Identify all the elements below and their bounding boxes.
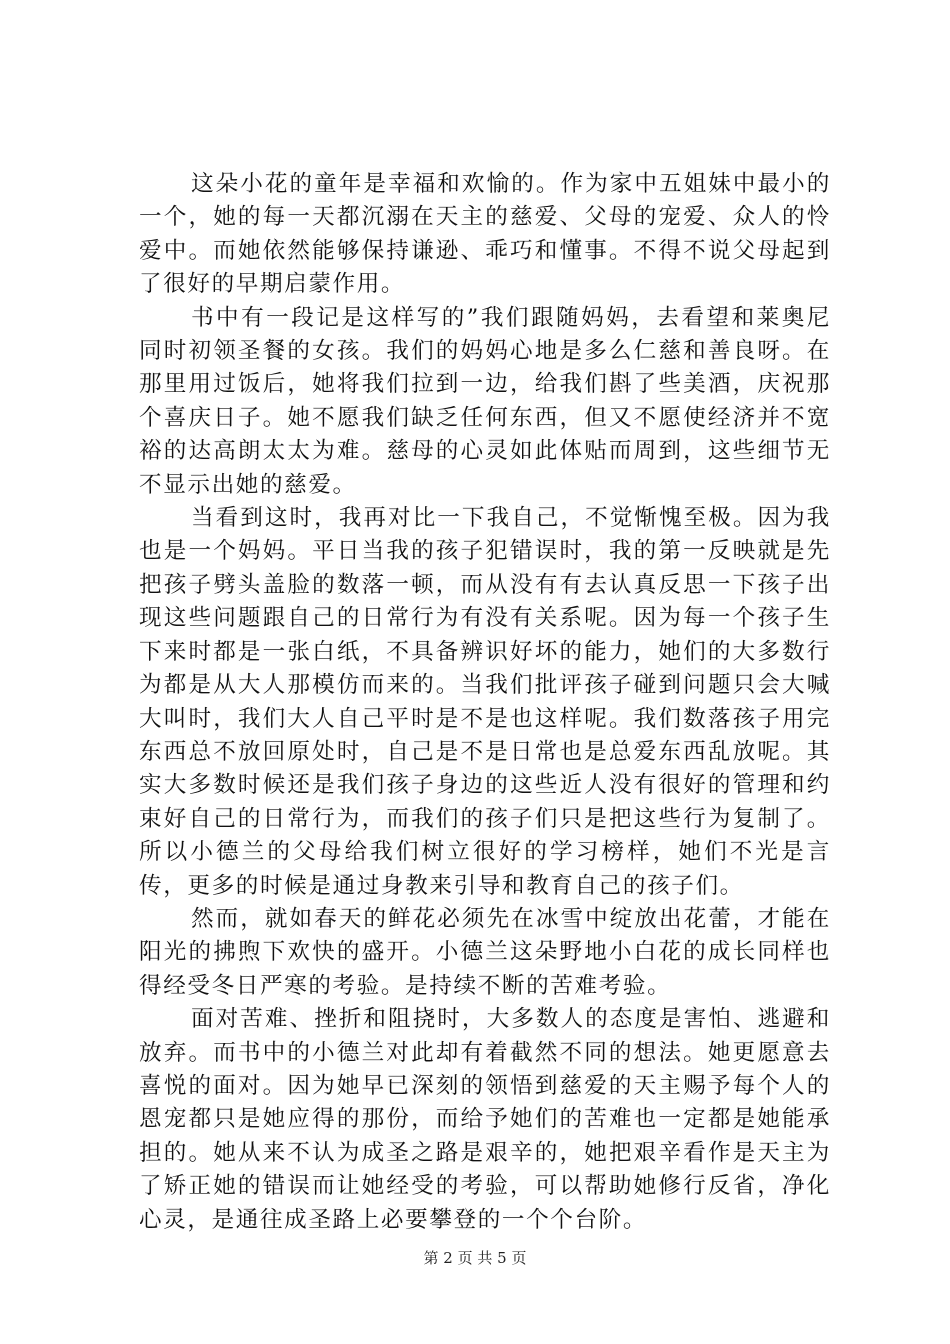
paragraph-4: 然而，就如春天的鲜花必须先在冰雪中绽放出花蕾，才能在阳光的拂煦下欢快的盛开。小德兰这朵野地小白花的成长同样也得经受冬日严寒的考验。是持续不断的苦难考验。 [139, 905, 831, 999]
document-body [139, 168, 831, 1237]
paragraph-2: 书中有一段记是这样写的”我们跟随妈妈，去看望和莱奥尼同时初领圣餐的女孩。我们的妈妈心地是多么仁慈和善良呀。在那里用过饭后，她将我们拉到一边，给我们斟了些美酒，庆祝那个喜庆日子。她不愿我们缺乏任何东西，但又不愿使经济并不宽裕的达高朗太太为难。慈母的心灵如此体贴而周到，这些细节无不显示出她的慈爱。 [139, 304, 831, 498]
paragraph-5: 面对苦难、挫折和阻挠时，大多数人的态度是害怕、逃避和放弃。而书中的小德兰对此却有着截然不同的想法。她更愿意去喜悦的面对。因为她早已深刻的领悟到慈爱的天主赐予每个人的恩宠都只是她应得的那份，而给予她们的苦难也一定都是她能承担的。她从来不认为成圣之路是艰辛的，她把艰辛看作是天主为了矫正她的错误而让她经受的考验，可以帮助她修行反省，净化心灵，是通往成圣路上必要攀登的一个个台阶。 [139, 1006, 831, 1233]
paragraph-3: 当看到这时，我再对比一下我自己，不觉惭愧至极。因为我也是一个妈妈。平日当我的孩子犯错误时，我的第一反映就是先把孩子劈头盖脸的数落一顿，而从没有有去认真反思一下孩子出现这些问题跟自己的日常行为有没有关系呢。因为每一个孩子生下来时都是一张白纸，不具备辨识好坏的能力，她们的大多数行为都是从大人那模仿而来的。当我们批评孩子碰到问题只会大喊大叫时，我们大人自己平时是不是也这样呢。我们数落孩子用完东西总不放回原处时，自己是不是日常也是总爱东西乱放呢。其实大多数时候还是我们孩子身边的这些近人没有很好的管理和约束好自己的日常行为，而我们的孩子们只是把这些行为复制了。所以小德兰的父母给我们树立很好的学习榜样，她们不光是言传，更多的时候是通过身教来引导和教育自己的孩子们。 [139, 505, 831, 899]
page-number-footer: 第 2 页 共 5 页 [423, 1249, 527, 1267]
paragraph-1: 这朵小花的童年是幸福和欢愉的。作为家中五姐妹中最小的一个，她的每一天都沉溺在天主的慈爱、父母的宠爱、众人的怜爱中。而她依然能够保持谦逊、乖巧和懂事。不得不说父母起到了很好的早期启蒙作用。 [139, 171, 831, 298]
